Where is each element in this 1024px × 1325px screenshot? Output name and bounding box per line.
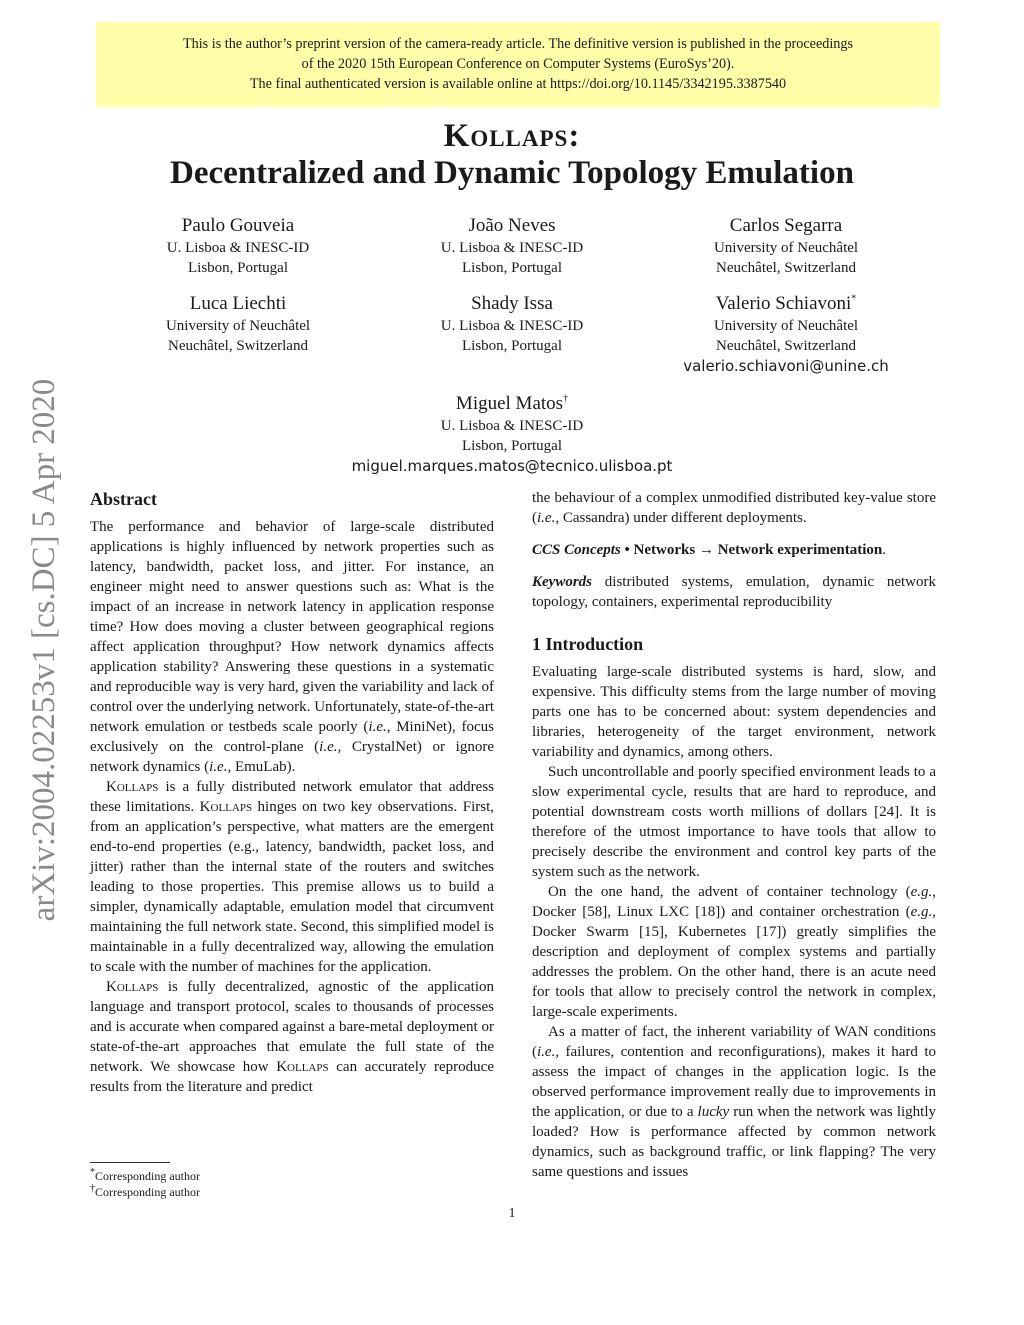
author-name: Shady Issa [471, 293, 553, 314]
footnote-rule [90, 1162, 170, 1163]
author-block [352, 292, 672, 356]
author-block [626, 214, 946, 278]
author-location: Lisbon, Portugal [462, 338, 562, 354]
notice-line-3: The final authenticated version is available online at https://doi.org/10.1145/3342195.3387540 [249, 76, 787, 92]
footnotes [90, 1168, 200, 1200]
author-affiliation: U. Lisboa & INESC-ID [440, 318, 584, 334]
author-affiliation: U. Lisboa & INESC-ID [440, 418, 584, 434]
author-location: Neuchâtel, Switzerland [168, 338, 308, 354]
author-name: Paulo Gouveia [181, 215, 295, 236]
footnote: †Corresponding author [90, 1183, 200, 1199]
preprint-notice [96, 22, 940, 107]
author-mark: † [563, 393, 569, 405]
author-affiliation: U. Lisboa & INESC-ID [166, 240, 310, 256]
intro-paragraph: Such uncontrollable and poorly specified environment leads to a slow experimental cycle, results that are hard to reproduce, and potential downstream costs worth millions of dollars [24]. It is therefore of the utmost importance to have tools that allow to precisely describe the environment and control key parts of the system such as the network. [532, 764, 936, 880]
author-affiliation: University of Neuchâtel [713, 240, 859, 256]
author-location: Lisbon, Portugal [188, 260, 288, 276]
ccs-concepts: CCS Concepts • Networks → Network experimentation. [532, 542, 886, 558]
intro-paragraph: On the one hand, the advent of container technology (e.g., Docker [58], Linux LXC [18]) and container orchestration (e.g., Docker Swarm [15], Kubernetes [17]) greatly simplifies the description and deployment of complex systems and partially addresses the problem. On the other hand, there is an acute need for tools that allow to precisely control the network in complex, large-scale experiments. [532, 884, 936, 1020]
right-column [532, 488, 936, 1182]
author-name: Miguel Matos† [455, 393, 569, 414]
notice-line-2: of the 2020 15th European Conference on Computer Systems (EuroSys’20). [301, 56, 735, 72]
author-location: Lisbon, Portugal [462, 438, 562, 454]
abstract-paragraph: Kollaps is a fully distributed network emulator that address these limitations. Kollaps hinges on two key observations. First, from an application’s perspective, what matters are the emergent end-to-end properties (e.g., latency, bandwidth, packet loss, and jitter) rather than the internal state of the routers and switches leading to those properties. This premise allows us to build a simpler, dynamically adaptable, emulation model that circumvent maintaining the full network state. Second, this simplified model is maintainable in a fully decentralized way, allowing the emulation to scale with the number of machines for the application. [90, 779, 494, 975]
author-name: Valerio Schiavoni* [715, 293, 857, 314]
author-block [78, 292, 398, 356]
author-affiliation: University of Neuchâtel [165, 318, 311, 334]
author-block [352, 392, 672, 476]
author-location: Lisbon, Portugal [462, 260, 562, 276]
abstract-continuation: the behaviour of a complex unmodified distributed key-value store (i.e., Cassandra) under different deployments. [532, 490, 936, 526]
author-location: Neuchâtel, Switzerland [716, 260, 856, 276]
arxiv-stamp: arXiv:2004.02253v1 [cs.DC] 5 Apr 2020 [26, 378, 62, 922]
intro-paragraph: As a matter of fact, the inherent variability of WAN conditions (i.e., failures, contention and reconfigurations), makes it hard to assess the impact of changes in the application logic. Is the observed performance improvement really due to improvements in the application, or due to a lucky run when the network was lightly loaded? How is performance affected by common network dynamics, such as background traffic, or link flapping? The very same questions and issues [532, 1024, 936, 1180]
author-email: valerio.schiavoni@unine.ch [683, 357, 889, 375]
page-number: 1 [508, 1206, 516, 1221]
abstract-heading: Abstract [90, 489, 157, 509]
notice-line-1: This is the author’s preprint version of the camera-ready article. The definitive version is published in the proceedings [182, 36, 854, 52]
author-location: Neuchâtel, Switzerland [716, 338, 856, 354]
author-affiliation: U. Lisboa & INESC-ID [440, 240, 584, 256]
author-name: João Neves [468, 215, 556, 236]
footnote: *Corresponding author [90, 1167, 200, 1183]
author-mark: * [851, 293, 857, 305]
author-block [626, 292, 946, 376]
intro-heading: 1 Introduction [532, 634, 644, 654]
author-name: Luca Liechti [189, 293, 287, 314]
author-name: Carlos Segarra [729, 215, 843, 236]
author-email: miguel.marques.matos@tecnico.ulisboa.pt [351, 457, 673, 475]
keywords: Keywords distributed systems, emulation, dynamic network topology, containers, experimental reproducibility [532, 574, 936, 610]
paper-title-line-2: Decentralized and Dynamic Topology Emulation [170, 155, 854, 191]
abstract-paragraph: The performance and behavior of large-scale distributed applications is highly influenced by network properties such as latency, bandwidth, packet loss, and jitter. For instance, an engineer might need to answer questions such as: What is the impact of an increase in network latency in application response time? How does moving a cluster between geographical regions affect application throughput? How network dynamics affects application stability? Answering these questions in a systematic and reproducible way is very hard, given the variability and lack of control over the underlying network. Unfortunately, state-of-the-art network emulation or testbeds scale poorly (i.e., MiniNet), focus exclusively on the control-plane (i.e., CrystalNet) or ignore network dynamics (i.e., EmuLab). [90, 519, 494, 775]
abstract-paragraph: Kollaps is fully decentralized, agnostic of the application language and transport protocol, scales to thousands of processes and is accurate when compared against a bare-metal deployment or state-of-the-art approaches that emulate the full state of the network. We showcase how Kollaps can accurately reproduce results from the literature and predict [90, 979, 494, 1095]
author-block [352, 214, 672, 278]
abstract-section [90, 487, 494, 1097]
author-block [78, 214, 398, 278]
author-affiliation: University of Neuchâtel [713, 318, 859, 334]
paper-title-line-1: Kollaps: [443, 118, 581, 154]
intro-paragraph: Evaluating large-scale distributed systems is hard, slow, and expensive. This difficulty stems from the large number of moving parts one has to be concerned about: system dependencies and libraries, heterogeneity of the target environment, network variability and dynamics, among others. [532, 664, 936, 760]
